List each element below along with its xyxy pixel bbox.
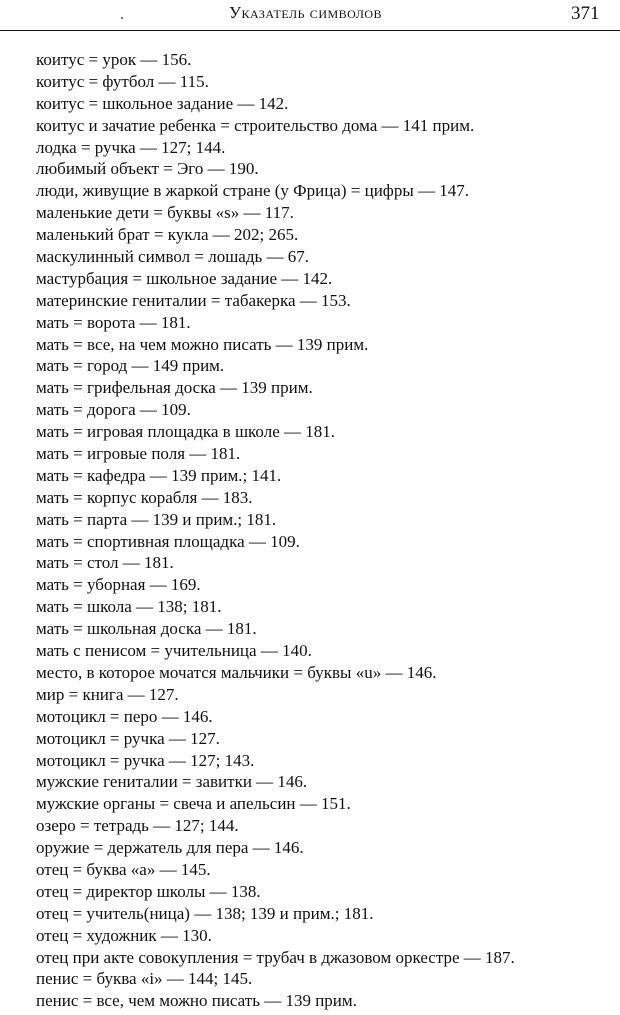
index-entry: мотоцикл = ручка — 127. (36, 728, 220, 748)
index-entry: мотоцикл = перо — 146. (36, 706, 213, 726)
index-entry: отец при акте совокупления = трубач в джазовом оркестре — 187. (36, 947, 515, 967)
index-entry: оружие = держатель для пера — 146. (36, 838, 304, 858)
index-entry: маленькие дети = буквы «s» — 117. (36, 203, 294, 223)
index-entry: мать = грифельная доска — 139 прим. (36, 378, 313, 398)
index-entry: мастурбация = школьное задание — 142. (36, 268, 333, 288)
index-entry: мать = школьная доска — 181. (36, 619, 257, 639)
index-entry: лодка = ручка — 127; 144. (36, 137, 226, 157)
index-entry: мать = кафедра — 139 прим.; 141. (36, 465, 282, 485)
index-entry: люди, живущие в жаркой стране (у Фрица) = цифры — 147. (36, 181, 469, 201)
index-entry: мать = ворота — 181. (36, 312, 191, 332)
print-speck (121, 17, 123, 19)
index-entry: маленький брат = кукла — 202; 265. (36, 225, 299, 245)
index-entry: мать = все, на чем можно писать — 139 прим. (36, 334, 369, 354)
index-entry: мужские органы = свеча и апельсин — 151. (36, 794, 351, 814)
index-entry: мать = спортивная площадка — 109. (36, 531, 300, 551)
index-entry: мать с пенисом = учительница — 140. (36, 641, 312, 661)
index-entry: мир = книга — 127. (36, 684, 179, 704)
index-entry: мать = игровая площадка в школе — 181. (36, 422, 335, 442)
index-entry: материнские гениталии = табакерка — 153. (36, 290, 351, 310)
index-entry: пенис = все, чем можно писать — 139 прим. (36, 991, 357, 1011)
index-entry: мать = стол — 181. (36, 553, 174, 573)
index-entry: отец = учитель(ница) — 138; 139 и прим.; 181. (36, 903, 374, 923)
index-entry: коитус = футбол — 115. (36, 71, 209, 91)
running-title: Указатель символов (229, 3, 383, 22)
index-entry: отец = директор школы — 138. (36, 881, 261, 901)
index-entry: мать = город — 149 прим. (36, 356, 225, 376)
index-entry: коитус = урок — 156. (36, 50, 192, 69)
page-header (0, 0, 620, 34)
index-entry: мать = парта — 139 и прим.; 181. (36, 509, 277, 529)
index-entry: озеро = тетрадь — 127; 144. (36, 816, 239, 836)
index-entry: коитус = школьное задание — 142. (36, 93, 289, 113)
index-entry: маскулинный символ = лошадь — 67. (36, 247, 309, 267)
index-entry: отец = художник — 130. (36, 925, 212, 945)
symbol-index-list (36, 49, 611, 1012)
index-entry: место, в которое мочатся мальчики = буквы «u» — 146. (36, 662, 437, 682)
index-entry: коитус и зачатие ребенка = строительство дома — 141 прим. (36, 115, 475, 135)
index-entry: любимый объект = Эго — 190. (36, 159, 259, 179)
index-entry: мотоцикл = ручка — 127; 143. (36, 750, 255, 770)
index-entry: отец = буква «а» — 145. (36, 859, 211, 879)
header-rule (0, 30, 620, 31)
page-number: 371 (571, 3, 600, 24)
index-entry: мужские гениталии = завитки — 146. (36, 772, 308, 792)
index-entry: мать = школа — 138; 181. (36, 597, 222, 617)
index-entry: мать = корпус корабля — 183. (36, 487, 253, 507)
index-entry: пенис = буква «i» — 144; 145. (36, 969, 253, 989)
index-entry: мать = уборная — 169. (36, 575, 201, 595)
index-entry: мать = дорога — 109. (36, 400, 191, 420)
index-entry: мать = игровые поля — 181. (36, 444, 241, 464)
